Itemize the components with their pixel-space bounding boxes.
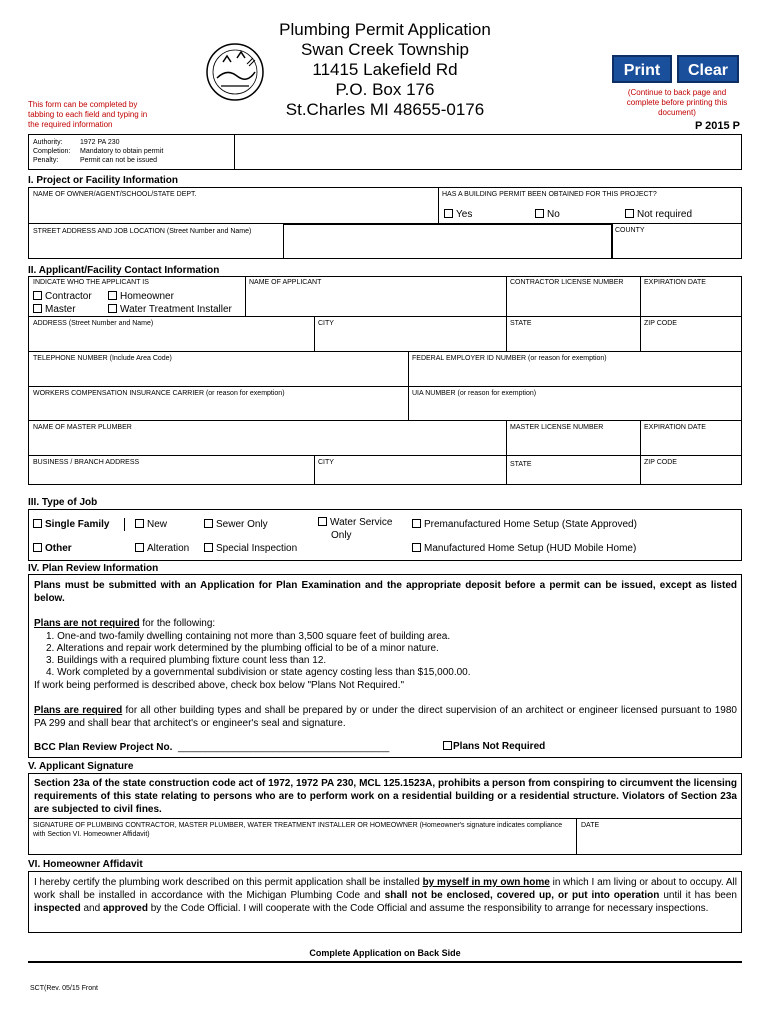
applicant-water-treatment-option[interactable]: [108, 303, 232, 316]
applicant-master-label: Master: [45, 304, 76, 315]
tab-instructions-note: This form can be completed by tabbing to each field and typing in the required information: [28, 100, 148, 129]
job-single-family-option[interactable]: [33, 518, 109, 531]
telephone-label: TELEPHONE NUMBER (Include Area Code): [33, 355, 172, 362]
permit-not-required-label: Not required: [637, 209, 693, 220]
job-separator: [124, 518, 125, 531]
job-alteration-checkbox[interactable]: [135, 543, 144, 552]
bcc-project-field[interactable]: ______________________________________: [178, 742, 390, 753]
permit-yes-option[interactable]: [444, 208, 472, 221]
permit-not-required-checkbox[interactable]: [625, 209, 634, 218]
section-2-hline-4: [28, 420, 742, 421]
job-single-family-checkbox[interactable]: [33, 519, 42, 528]
owner-field[interactable]: [33, 202, 433, 220]
applicant-homeowner-option[interactable]: [108, 290, 174, 303]
completion-value: Mandatory to obtain permit: [80, 148, 164, 155]
job-manufactured-option[interactable]: [412, 542, 636, 555]
section-2-heading: II. Applicant/Facility Contact Information: [28, 265, 220, 276]
job-new-option[interactable]: [135, 518, 167, 531]
permit-not-required-option[interactable]: [625, 208, 692, 221]
job-water-service-checkbox[interactable]: [318, 517, 327, 526]
affidavit-and: and: [80, 903, 103, 914]
applicant-name-label: NAME OF APPLICANT: [249, 279, 322, 286]
job-other-label: Other: [45, 543, 72, 554]
city-label: CITY: [318, 320, 334, 327]
affidavit-part-2: in which I am living or about to occupy. All work shall be installed in accordance with the Michigan Plumbing Code and: [34, 877, 737, 901]
master-plumber-name-label: NAME OF MASTER PLUMBER: [33, 424, 132, 431]
street-address-field[interactable]: [283, 224, 612, 259]
exemption-item-1: 1. One-and two-family dwelling containing not more than 3,500 square feet of building area.: [46, 631, 451, 642]
plans-required-paragraph: [34, 704, 737, 730]
applicant-contractor-checkbox[interactable]: [33, 291, 42, 300]
job-new-label: New: [147, 519, 168, 530]
job-premanufactured-checkbox[interactable]: [412, 519, 421, 528]
revision-note: SCT(Rev. 05/15 Front: [30, 985, 98, 992]
street-address-label: STREET ADDRESS AND JOB LOCATION (Street Number and Name): [33, 228, 252, 235]
section-3-heading: III. Type of Job: [28, 497, 98, 508]
section-2-vline-a: [245, 276, 246, 316]
fein-label: FEDERAL EMPLOYER ID NUMBER (or reason for exemption): [412, 355, 607, 362]
township-name: Swan Creek Township: [301, 40, 469, 59]
permit-no-option[interactable]: [535, 208, 560, 221]
plans-not-required-checkbox[interactable]: [443, 741, 452, 750]
section-2-vline-d: [314, 316, 315, 351]
job-premanufactured-option[interactable]: [412, 518, 637, 531]
date-label: DATE: [581, 822, 600, 829]
section-1-vline-county: [612, 223, 613, 259]
section-1-vline-owner: [438, 187, 439, 223]
section-2-hline-5: [28, 455, 742, 456]
affidavit-part-3: until it has been: [659, 890, 737, 901]
address-label: ADDRESS (Street Number and Name): [33, 320, 154, 327]
job-sewer-only-checkbox[interactable]: [204, 519, 213, 528]
job-sewer-only-label: Sewer Only: [216, 519, 268, 530]
county-label: COUNTY: [615, 227, 645, 234]
job-sewer-only-option[interactable]: [204, 518, 268, 531]
applicant-contractor-label: Contractor: [45, 291, 92, 302]
plan-review-intro: Plans must be submitted with an Application for Plan Examination and the appropriate deposit before a permit can be issued, except as listed below.: [34, 580, 737, 604]
business-address-label: BUSINESS / BRANCH ADDRESS: [33, 459, 140, 466]
section-5-heading: V. Applicant Signature: [28, 761, 134, 772]
applicant-water-treatment-label: Water Treatment Installer: [120, 304, 232, 315]
signature-field[interactable]: [33, 840, 573, 854]
completion-label: Completion:: [33, 148, 71, 155]
homeowner-affidavit-text: [34, 876, 737, 915]
clear-button[interactable]: Clear: [677, 55, 739, 83]
section-2-vline-b: [506, 276, 507, 351]
job-special-inspection-label: Special Inspection: [216, 543, 298, 554]
section-2-hline-1: [28, 316, 742, 317]
section-2-hline-3: [28, 386, 742, 387]
authority-value: 1972 PA 230: [80, 139, 120, 146]
if-work-note: If work being performed is described above, check box below "Plans Not Required.": [34, 680, 405, 691]
applicant-homeowner-checkbox[interactable]: [108, 291, 117, 300]
section-6-heading: VI. Homeowner Affidavit: [28, 859, 143, 870]
section-2-hline-2: [28, 351, 742, 352]
section-4-heading: IV. Plan Review Information: [28, 563, 159, 574]
job-water-service-label: Water Service: [330, 517, 393, 528]
authority-label: Authority:: [33, 139, 63, 146]
job-single-family-label: Single Family: [45, 519, 110, 530]
uia-label: UIA NUMBER (or reason for exemption): [412, 390, 537, 397]
contractor-license-label: CONTRACTOR LICENSE NUMBER: [510, 279, 624, 286]
signature-vline: [576, 818, 577, 855]
affidavit-not-enclosed: shall not be enclosed, covered up, or put into operation: [384, 890, 660, 901]
job-special-inspection-checkbox[interactable]: [204, 543, 213, 552]
applicant-master-checkbox[interactable]: [33, 304, 42, 313]
affidavit-approved: approved: [102, 903, 148, 914]
authority-divider: [234, 134, 235, 170]
section-2-vline-c: [640, 276, 641, 351]
form-code: P 2015 P: [694, 120, 740, 132]
township-address-line1: 11415 Lakefield Rd: [312, 60, 458, 79]
applicant-master-option[interactable]: [33, 303, 76, 316]
permit-yes-label: Yes: [456, 209, 473, 220]
master-license-label: MASTER LICENSE NUMBER: [510, 424, 604, 431]
plans-not-required-bold: Plans are not required: [34, 618, 140, 629]
footer-rule: [28, 961, 742, 963]
business-zip-label: ZIP CODE: [644, 459, 677, 466]
section-2-vline-g: [640, 420, 641, 485]
section-2-vline-e: [408, 351, 409, 420]
affidavit-part-1: I hereby certify the plumbing work described on this permit application shall be installed: [34, 877, 423, 888]
complete-back-side-note: Complete Application on Back Side: [309, 948, 461, 958]
job-other-option[interactable]: [33, 542, 72, 555]
section-23a-statement: Section 23a of the state construction code act of 1972, 1972 PA 230, MCL 125.1523A, prohibits a person from conspiring to circumvent the licensing requirements of this state relating to persons who are to perform work on a residential building or a residential structure. Violators of Section 23a are subjected to civil fines.: [34, 778, 737, 815]
continue-note: (Continue to back page and complete before printing this document): [626, 88, 728, 117]
state-label: STATE: [510, 320, 532, 327]
exemption-item-4: 4. Work completed by a governmental subdivision or state agency costing less than $15,000.00.: [46, 667, 471, 678]
exemption-item-3: 3. Buildings with a required plumbing fixture count less than 12.: [46, 655, 327, 666]
permit-no-checkbox[interactable]: [535, 209, 544, 218]
plans-not-required-option[interactable]: [443, 740, 545, 753]
indicate-applicant-label: INDICATE WHO THE APPLICANT IS: [33, 279, 149, 286]
permit-no-label: No: [547, 209, 560, 220]
affidavit-own-home: by myself in my own home: [422, 877, 550, 888]
job-manufactured-label: Manufactured Home Setup (HUD Mobile Home): [424, 543, 637, 554]
zip-code-label: ZIP CODE: [644, 320, 677, 327]
plans-required-rest: for all other building types and shall be prepared by or under the direct supervision of an architect or engineer licensed pursuant to 1980 PA 299 and shall bear that architect's or engineer's seal and signature.: [34, 705, 737, 729]
section-1-heading: I. Project or Facility Information: [28, 175, 179, 186]
business-state-label: STATE: [510, 461, 532, 468]
job-special-inspection-option[interactable]: [204, 542, 297, 555]
permit-yes-checkbox[interactable]: [444, 209, 453, 218]
township-seal: [203, 42, 267, 102]
signature-label: SIGNATURE OF PLUMBING CONTRACTOR, MASTER PLUMBER, WATER TREATMENT INSTALLER OR HOMEOWNER (Homeowner's signature indicates compliance with Section VI. Homeowner Affidavit): [33, 822, 563, 838]
job-manufactured-checkbox[interactable]: [412, 543, 421, 552]
township-address-line3: St.Charles MI 48655-0176: [285, 100, 485, 119]
applicant-water-treatment-checkbox[interactable]: [108, 304, 117, 313]
print-button[interactable]: Print: [612, 55, 672, 83]
affidavit-inspected: inspected: [34, 903, 81, 914]
expiration-date-label: EXPIRATION DATE: [644, 279, 706, 286]
plans-required-bold: Plans are required: [34, 705, 123, 716]
applicant-homeowner-label: Homeowner: [120, 291, 174, 302]
workers-comp-label: WORKERS COMPENSATION INSURANCE CARRIER (or reason for exemption): [33, 390, 285, 397]
job-water-service-option[interactable]: [318, 516, 392, 529]
job-alteration-label: Alteration: [147, 543, 190, 554]
signature-hline: [28, 818, 742, 819]
job-alteration-option[interactable]: [135, 542, 189, 555]
affidavit-part-4: by the Code Official. I will cooperate with the Code Official and assume the responsibility to arrange for necessary inspections.: [147, 903, 709, 914]
business-city-label: CITY: [318, 459, 334, 466]
applicant-contractor-option[interactable]: [33, 290, 92, 303]
plans-not-required-label: Plans Not Required: [453, 741, 546, 752]
section-2-vline-h: [314, 455, 315, 485]
plans-not-required-rest: for the following:: [139, 618, 216, 629]
master-expiration-label: EXPIRATION DATE: [644, 424, 706, 431]
job-new-checkbox[interactable]: [135, 519, 144, 528]
section-2-vline-f: [506, 420, 507, 485]
penalty-value: Permit can not be issued: [80, 157, 158, 164]
job-other-checkbox[interactable]: [33, 543, 42, 552]
building-permit-question: HAS A BUILDING PERMIT BEEN OBTAINED FOR THIS PROJECT?: [442, 191, 657, 198]
owner-label: NAME OF OWNER/AGENT/SCHOOL/STATE DEPT.: [33, 191, 197, 198]
penalty-label: Penalty:: [33, 157, 59, 164]
plans-not-required-line: [34, 617, 737, 630]
page-title: Plumbing Permit Application: [279, 20, 491, 39]
exemption-item-2: 2. Alterations and repair work determined by the plumbing official to be of a minor nature.: [46, 643, 439, 654]
bcc-project-label: BCC Plan Review Project No.: [34, 742, 173, 753]
job-water-only-label: Only: [331, 530, 352, 541]
township-address-line2: P.O. Box 176: [335, 80, 435, 99]
job-premanufactured-label: Premanufactured Home Setup (State Approved): [424, 519, 637, 530]
